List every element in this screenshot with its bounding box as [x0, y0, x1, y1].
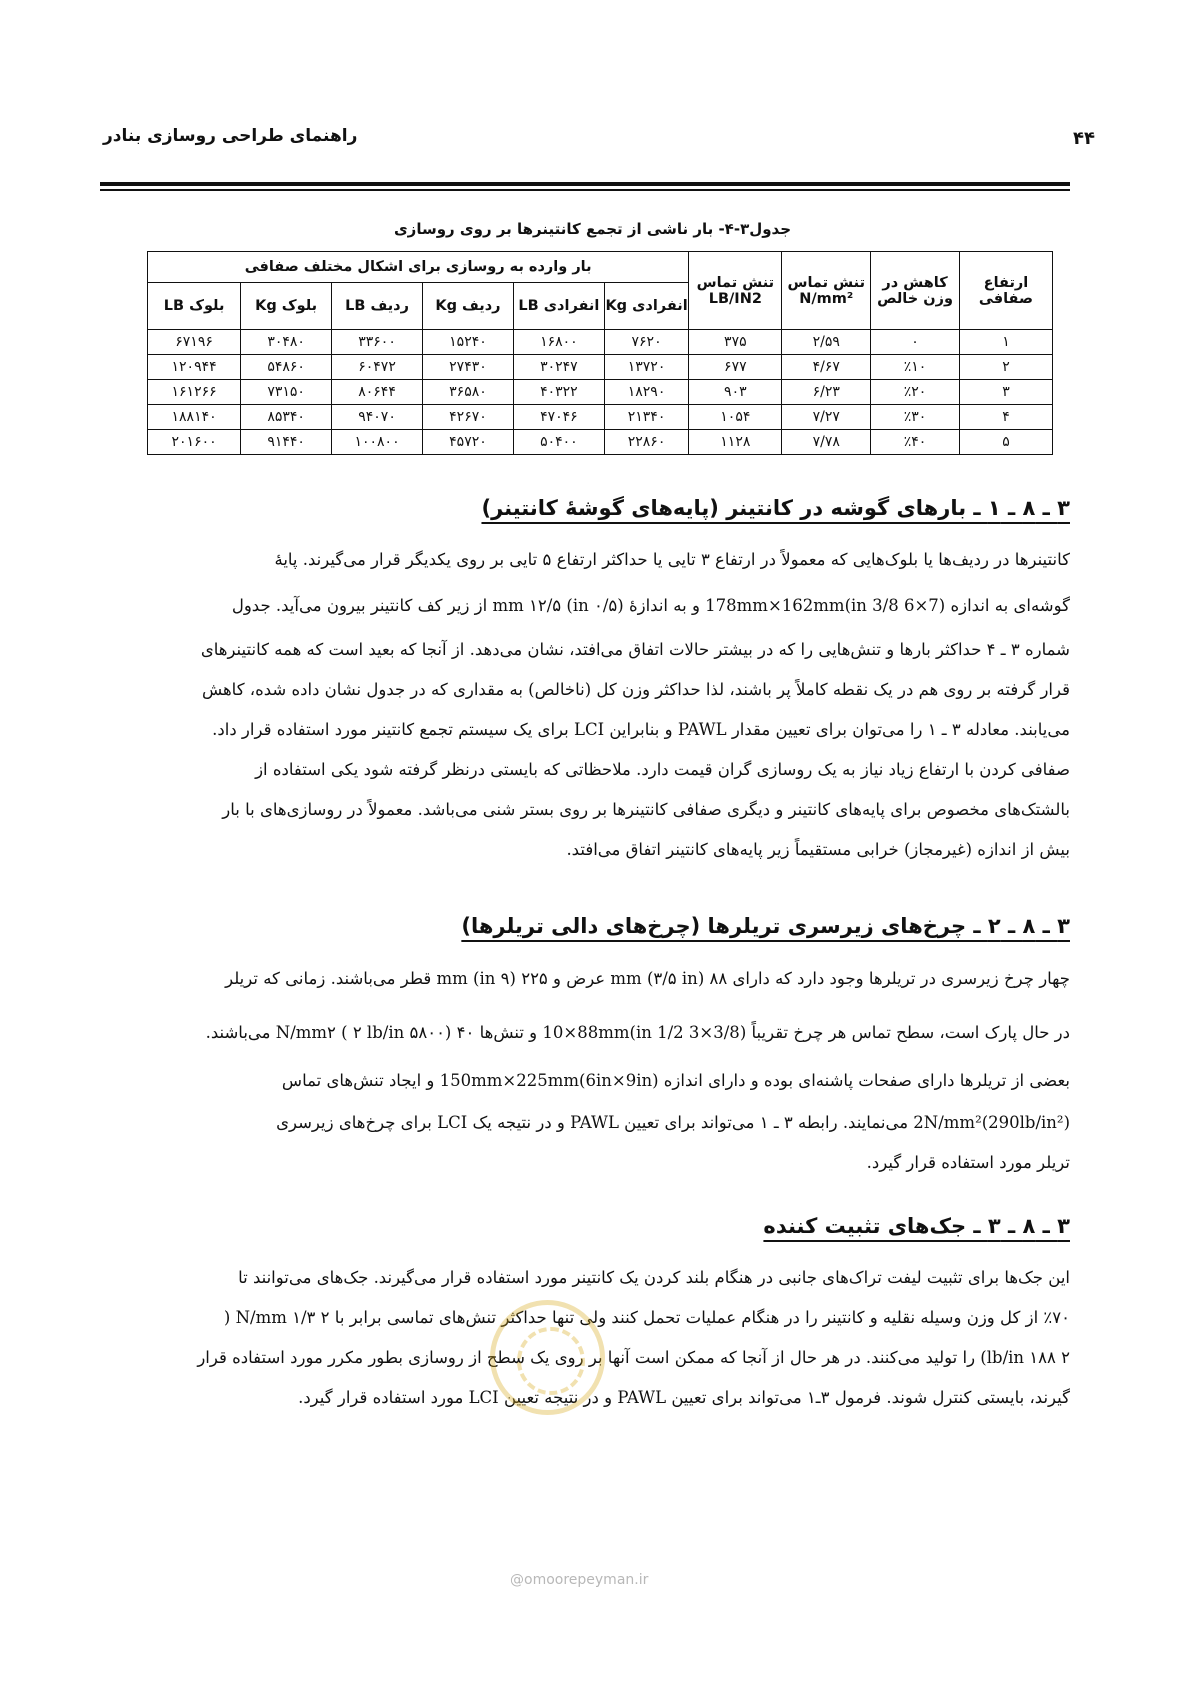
cell-single-kg: ۱۸۲۹۰	[604, 380, 688, 405]
text-line: بالشتک‌های مخصوص برای پایه‌های کانتینر و دیگری صفافی کانتینرها بر روی بستر شنی می‌باشد. معمولاً در روسازی‌های با بار	[222, 800, 1070, 819]
cell-row-kg: ۴۲۶۷۰	[423, 405, 514, 430]
header-block-lb: بلوک LB	[148, 283, 241, 330]
cell-stress-nmm: ۴/۶۷	[782, 355, 871, 380]
cell-row-kg: ۱۵۲۴۰	[423, 330, 514, 355]
header-stress-nmm: تنش تماس N/mm²	[782, 252, 871, 330]
table-caption: جدول۳-۴- بار ناشی از تجمع کانتینرها بر روی روسازی	[393, 220, 792, 238]
text-line: ٪۷۰ از کل وزن وسیله نقلیه و کانتینر را در هنگام عملیات تحمل کنند ولی تنها حداکثر تنش‌های تماسی برابر با ۲ N/mm ۱/۳ (	[223, 1308, 1070, 1327]
header-stress-lbin: تنش تماس LB/IN2	[689, 252, 782, 330]
cell-stress-lbin: ۹۰۳	[689, 380, 782, 405]
table-row	[148, 405, 1053, 430]
header-height: ارتفاع صفافی	[959, 252, 1052, 330]
cell-weight-reduction: ٪۱۰	[871, 355, 960, 380]
text-line: بیش از اندازه (غیرمجاز) خرابی مستقیماً زیر پایه‌های کانتینر اتفاق می‌افتد.	[566, 840, 1070, 859]
header-rule-thick	[100, 182, 1070, 186]
cell-single-lb: ۴۰۳۲۲	[513, 380, 604, 405]
cell-block-lb: ۱۲۰۹۴۴	[148, 355, 241, 380]
cell-stress-lbin: ۱۱۲۸	[689, 430, 782, 455]
cell-stress-nmm: ۶/۲۳	[782, 380, 871, 405]
cell-stress-nmm: ۷/۲۷	[782, 405, 871, 430]
text-line: بعضی از تریلرها دارای صفحات پاشنه‌ای بوده و دارای اندازه (6in×9in)150mm×225mm و ایجاد تنش‌های تماس	[281, 1071, 1070, 1090]
cell-row-lb: ۳۳۶۰۰	[332, 330, 423, 355]
cell-block-lb: ۲۰۱۶۰۰	[148, 430, 241, 455]
cell-stress-nmm: ۷/۷۸	[782, 430, 871, 455]
cell-single-lb: ۱۶۸۰۰	[513, 330, 604, 355]
cell-weight-reduction: ۰	[871, 330, 960, 355]
cell-single-lb: ۴۷۰۴۶	[513, 405, 604, 430]
cell-row-lb: ۹۴۰۷۰	[332, 405, 423, 430]
text-line: شماره ۳ ـ ۴ حداکثر بارها و تنش‌هایی را که در بیشتر حالات اتفاق می‌افتد، نشان می‌دهد. از آنجا که بعید است که همه کانتینرهای	[200, 640, 1070, 659]
text-line: می‌یابند. معادله ۳ ـ ۱ را می‌توان برای تعیین مقدار PAWL و بنابراین LCI برای یک سیستم تجمع کانتینر مورد استفاده قرار داد.	[212, 720, 1070, 739]
header-weight-reduction: کاهش در وزن خالص	[871, 252, 960, 330]
cell-block-kg: ۹۱۴۴۰	[241, 430, 332, 455]
cell-block-kg: ۷۳۱۵۰	[241, 380, 332, 405]
cell-height: ۲	[959, 355, 1052, 380]
cell-single-kg: ۷۶۲۰	[604, 330, 688, 355]
cell-row-kg: ۳۶۵۸۰	[423, 380, 514, 405]
cell-stress-lbin: ۳۷۵	[689, 330, 782, 355]
section-heading-dolly-wheels: ۳ ـ ۸ ـ ۲ ـ چرخ‌های زیرسری تریلرها (چرخ‌های دالی تریلرها)	[461, 914, 1070, 938]
cell-stress-lbin: ۱۰۵۴	[689, 405, 782, 430]
section-heading-stabilizer-jacks: ۳ ـ ۸ ـ ۳ ـ جک‌های تثبیت کننده	[763, 1214, 1070, 1238]
table-row	[148, 355, 1053, 380]
cell-single-lb: ۳۰۲۴۷	[513, 355, 604, 380]
text-line: ۲ lb/in ۱۸۸) را تولید می‌کنند. در هر حال از آنجا که ممکن است آنها بر روی یک سطح از روسازی بطور مکرر مورد استفاده قرار	[197, 1348, 1070, 1367]
table-row	[148, 330, 1053, 355]
running-title: راهنمای طراحی روسازی بنادر	[103, 126, 358, 146]
table-row	[148, 380, 1053, 405]
header-single-lb: انفرادی LB	[513, 283, 604, 330]
cell-row-lb: ۶۰۴۷۲	[332, 355, 423, 380]
text-line: قرار گرفته بر روی هم در یک نقطه کاملاً پر باشند، لذا حداکثر وزن کل (ناخالص) به مقداری که در جدول نشان داده شده، کاهش	[201, 680, 1070, 699]
text-line: گیرند، بایستی کنترل شوند. فرمول ۳ـ۱ می‌تواند برای تعیین PAWL و در نتیجه تعیین LCI مورد استفاده قرار گیرد.	[298, 1388, 1070, 1407]
text-line: (290lb/in²)2N/mm² می‌نمایند. رابطه ۳ ـ ۱ می‌تواند برای تعیین PAWL و در نتیجه یک LCI برای چرخ‌های زیرسری	[276, 1113, 1070, 1132]
cell-stress-lbin: ۶۷۷	[689, 355, 782, 380]
cell-height: ۳	[959, 380, 1052, 405]
section-heading-corner-loads: ۳ ـ ۸ ـ ۱ ـ بارهای گوشه در کانتینر (پایه‌های گوشهٔ کانتینر)	[481, 496, 1070, 520]
cell-row-lb: ۱۰۰۸۰۰	[332, 430, 423, 455]
cell-stress-nmm: ۲/۵۹	[782, 330, 871, 355]
text-line: این جک‌ها برای تثبیت لیفت تراک‌های جانبی در هنگام بلند کردن یک کانتینر مورد استفاده قرار می‌گیرند. جک‌های می‌توانند تا	[238, 1268, 1070, 1287]
text-line: تریلر مورد استفاده قرار گیرد.	[866, 1153, 1070, 1172]
header-single-kg: انفرادی Kg	[604, 283, 688, 330]
header-rule-thin	[100, 189, 1070, 191]
header-block-kg: بلوک Kg	[241, 283, 332, 330]
header-row-lb: ردیف LB	[332, 283, 423, 330]
cell-single-lb: ۵۰۴۰۰	[513, 430, 604, 455]
cell-block-kg: ۳۰۴۸۰	[241, 330, 332, 355]
text-line: کانتینرها در ردیف‌ها یا بلوک‌هایی که معمولاً در ارتفاع ۳ تایی یا حداکثر ارتفاع ۵ تایی بر روی یکدیگر قرار می‌گیرند. پایهٔ	[274, 550, 1070, 569]
cell-single-kg: ۲۲۸۶۰	[604, 430, 688, 455]
cell-height: ۱	[959, 330, 1052, 355]
watermark-url: @omoorepeyman.ir	[510, 1572, 649, 1588]
cell-block-lb: ۱۸۸۱۴۰	[148, 405, 241, 430]
cell-row-lb: ۸۰۶۴۴	[332, 380, 423, 405]
section-paragraph-corner-loads	[120, 540, 1070, 870]
cell-block-lb: ۶۷۱۹۶	[148, 330, 241, 355]
text-line: در حال پارک است، سطح تماس هر چرخ تقریباً (3/8×3 1/2 in)10×88mm و تنش‌ها ۴۰ N/mm۲ ( ۲ lb/in ۵۸۰۰) می‌باشند.	[205, 1023, 1070, 1042]
cell-height: ۴	[959, 405, 1052, 430]
cell-block-kg: ۵۴۸۶۰	[241, 355, 332, 380]
cell-single-kg: ۲۱۳۴۰	[604, 405, 688, 430]
cell-weight-reduction: ٪۲۰	[871, 380, 960, 405]
cell-block-kg: ۸۵۳۴۰	[241, 405, 332, 430]
header-load-group: بار وارده به روسازی برای اشکال مختلف صفافی	[148, 252, 689, 283]
container-stacking-load-table	[147, 251, 1053, 455]
cell-height: ۵	[959, 430, 1052, 455]
table-row	[148, 430, 1053, 455]
section-paragraph-dolly-wheels	[120, 959, 1070, 1183]
cell-weight-reduction: ٪۴۰	[871, 430, 960, 455]
cell-row-kg: ۴۵۷۲۰	[423, 430, 514, 455]
cell-single-kg: ۱۳۷۲۰	[604, 355, 688, 380]
cell-block-lb: ۱۶۱۲۶۶	[148, 380, 241, 405]
cell-row-kg: ۲۷۴۳۰	[423, 355, 514, 380]
text-line: گوشه‌ای به اندازه (7×6 3/8 in)178mm×162mm و به اندازهٔ mm ۱۲/۵ (in ۰/۵) از زیر کف کانتینر بیرون می‌آید. جدول	[231, 596, 1070, 615]
header-row-kg: ردیف Kg	[423, 283, 514, 330]
watermark-seal-icon	[490, 1300, 605, 1415]
cell-weight-reduction: ٪۳۰	[871, 405, 960, 430]
page-number: ۴۴	[1073, 128, 1095, 149]
text-line: صفافی کردن با ارتفاع زیاد نیاز به یک روسازی گران قیمت دارد. ملاحظاتی که بایستی درنظر گرفته شود یکی استفاده از	[255, 760, 1070, 779]
text-line: چهار چرخ زیرسری در تریلرها وجود دارد که دارای ۸۸ mm (۳/۵ in) عرض و ۲۲۵ mm (in ۹) قطر می‌باشند. زمانی که تریلر	[225, 969, 1070, 988]
